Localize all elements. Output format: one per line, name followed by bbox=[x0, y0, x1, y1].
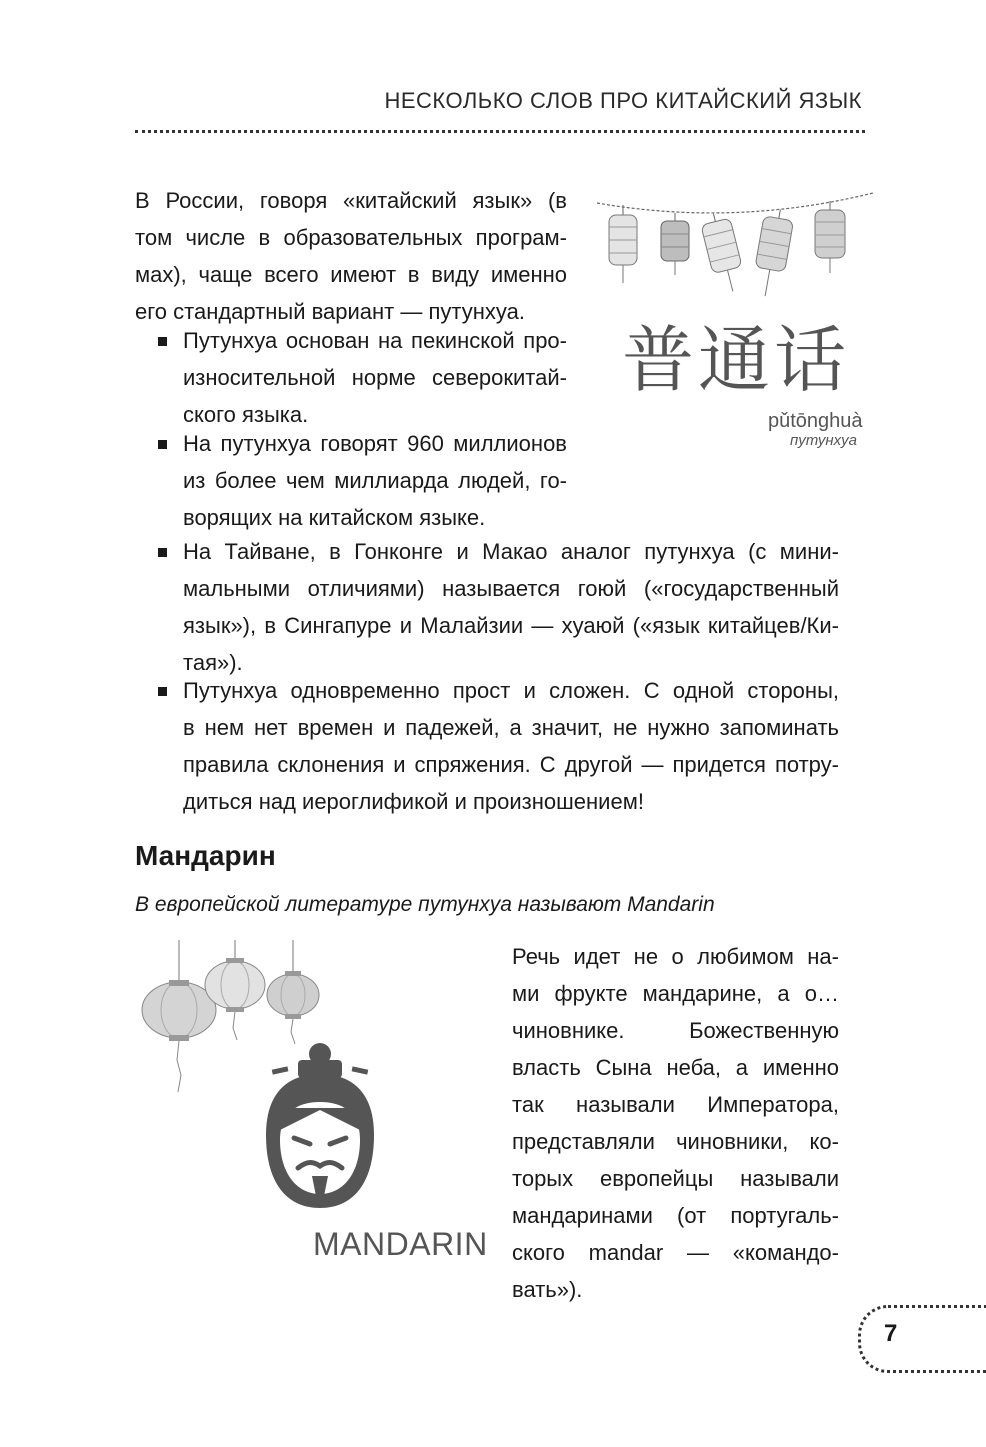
intro-line: его стандартный вариант — путунхуа. bbox=[135, 299, 525, 324]
paragraph-line: мандаринами (от португаль- bbox=[512, 1203, 839, 1228]
intro-line: В России, говоря «китайский язык» (в bbox=[135, 188, 567, 213]
header-divider bbox=[135, 130, 865, 133]
mandarin-label: MANDARIN bbox=[313, 1226, 488, 1262]
lantern-icon bbox=[661, 213, 689, 275]
lantern-icon bbox=[142, 940, 216, 1092]
bullet-line: Путунхуа одновременно прост и сложен. С одной стороны, bbox=[183, 678, 839, 703]
lantern-icon bbox=[205, 940, 265, 1040]
lanterns-garland-illustration bbox=[595, 185, 875, 305]
bullet-line: ского языка. bbox=[183, 402, 309, 427]
putonghua-hanzi: 普通话 bbox=[622, 318, 851, 402]
bullet-marker bbox=[158, 440, 167, 449]
bullet-line: На Тайване, в Гонконге и Макао аналог путунхуа (с мини- bbox=[183, 539, 839, 564]
page-number: 7 bbox=[884, 1320, 898, 1347]
putonghua-russian: путунхуа bbox=[790, 432, 858, 449]
bullet-line: Путунхуа основан на пекинской про- bbox=[183, 328, 567, 353]
bullet-line: мальными отличиями) называется гоюй («государственный bbox=[183, 576, 839, 601]
lantern-icon bbox=[815, 201, 845, 273]
bullet-line: ворящих на китайском языке. bbox=[183, 505, 486, 530]
lantern-icon bbox=[750, 207, 795, 299]
intro-line: том числе в образовательных програм- bbox=[135, 225, 567, 250]
paragraph-line: так называли Императора, bbox=[512, 1092, 839, 1117]
bullet-line: диться над иероглификой и произношением! bbox=[183, 789, 644, 814]
intro-paragraph bbox=[135, 182, 567, 330]
bullet-item bbox=[183, 322, 567, 433]
bullet-line: износительной норме северокитай- bbox=[183, 365, 567, 390]
paragraph-line: представляли чиновники, ко- bbox=[512, 1129, 839, 1154]
lantern-icon bbox=[267, 940, 319, 1044]
putonghua-pinyin: pǔtōnghuà bbox=[768, 410, 863, 432]
section-subtitle: В европейской литературе путунхуа называют Mandarin bbox=[135, 893, 715, 916]
bullet-item bbox=[183, 672, 839, 820]
running-header: НЕСКОЛЬКО СЛОВ ПРО КИТАЙСКИЙ ЯЗЫК bbox=[384, 88, 862, 113]
bullet-line: в нем нет времен и падежей, а значит, не нужно запоминать bbox=[183, 715, 839, 740]
paragraph-line: вать»). bbox=[512, 1277, 583, 1302]
paragraph-line: чиновнике. Божественную bbox=[512, 1018, 839, 1043]
mandarin-paragraph bbox=[512, 938, 839, 1308]
bullet-line: из более чем миллиарда людей, го- bbox=[183, 468, 567, 493]
bullet-line: язык»), в Сингапуре и Малайзии — хуаюй («язык китайцев/Ки- bbox=[183, 613, 839, 638]
bullet-marker bbox=[158, 548, 167, 557]
lantern-icon bbox=[609, 205, 637, 283]
bullet-item bbox=[183, 533, 839, 681]
paragraph-line: власть Сына неба, а именно bbox=[512, 1055, 839, 1080]
mandarin-head-illustration bbox=[258, 1040, 382, 1215]
section-title: Мандарин bbox=[135, 840, 276, 871]
bullet-marker bbox=[158, 687, 167, 696]
bullet-line: На путунхуа говорят 960 миллионов bbox=[183, 431, 567, 456]
bullet-item bbox=[183, 425, 567, 536]
lantern-icon bbox=[699, 210, 747, 295]
bullet-marker bbox=[158, 337, 167, 346]
paragraph-line: ского mandar — «командо- bbox=[512, 1240, 839, 1265]
bullet-line: правила склонения и спряжения. С другой — придется потру- bbox=[183, 752, 839, 777]
paragraph-line: Речь идет не о любимом на- bbox=[512, 944, 839, 969]
paragraph-line: торых европейцы называли bbox=[512, 1166, 839, 1191]
page-number-frame bbox=[858, 1305, 986, 1373]
paragraph-line: ми фрукте мандарине, а о… bbox=[512, 981, 839, 1006]
intro-line: мах), чаще всего имеют в виду именно bbox=[135, 262, 567, 287]
bullet-line: тая»). bbox=[183, 650, 243, 675]
